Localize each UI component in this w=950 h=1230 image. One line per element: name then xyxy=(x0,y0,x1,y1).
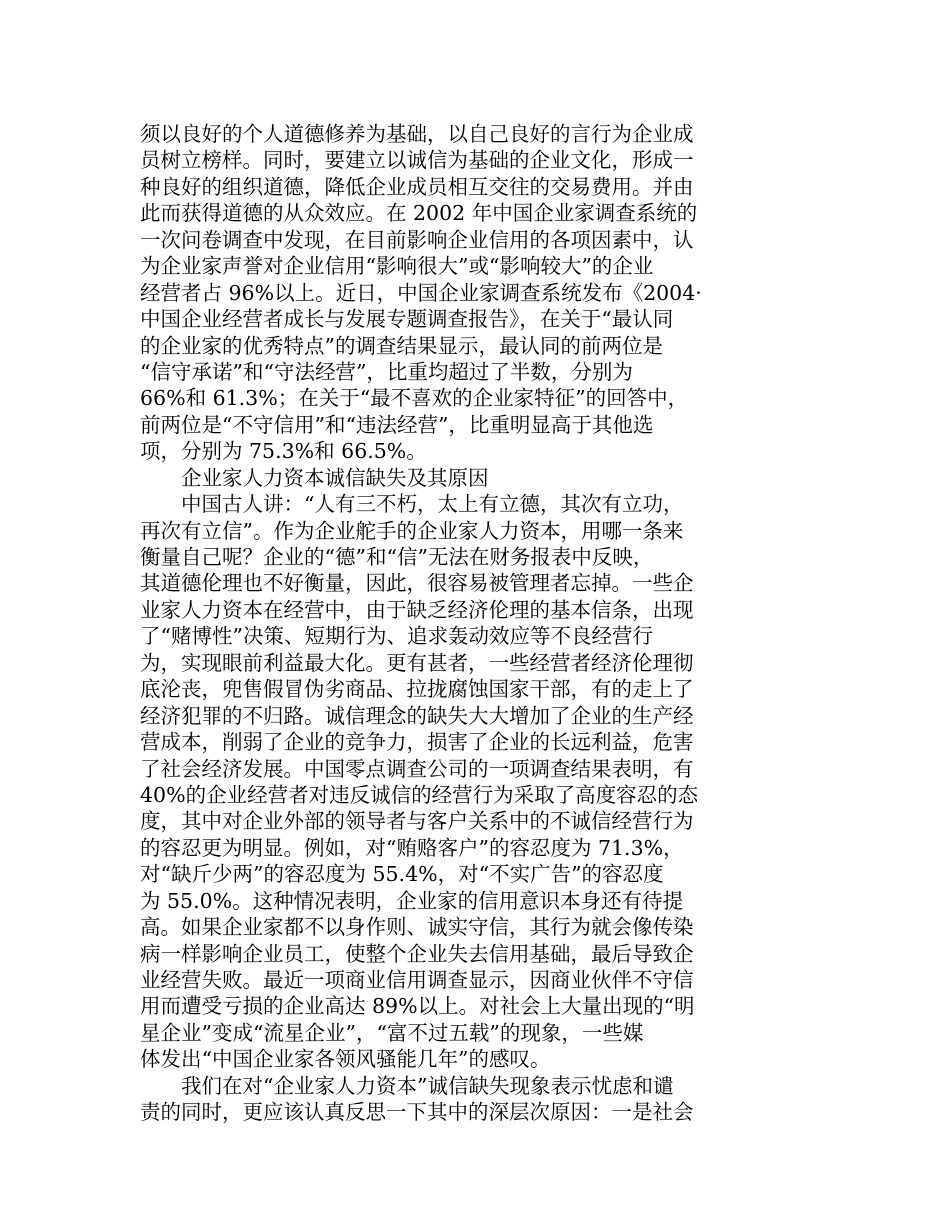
text-line: 营成本，削弱了企业的竞争力，损害了企业的长远利益，危害 xyxy=(140,730,694,755)
text-line: 体发出“中国企业家各领风骚能几年”的感叹。 xyxy=(140,1047,551,1072)
text-line: 高。如果企业家都不以身作则、诚实守信，其行为就会像传染 xyxy=(140,915,694,940)
text-line: 病一样影响企业员工，使整个企业失去信用基础，最后导致企 xyxy=(140,941,694,966)
text-line: 的容忍更为明显。例如，对“贿赂客户”的容忍度为 71.3%， xyxy=(140,835,684,860)
text-line: 员树立榜样。同时，要建立以诚信为基础的企业文化，形成一 xyxy=(140,148,694,173)
text-line: 责的同时，更应该认真反思一下其中的深层次原因：一是社会 xyxy=(140,1100,694,1125)
text-line: 了“赌博性”决策、短期行为、追求轰动效应等不良经营行 xyxy=(140,624,653,649)
text-line: 66%和 61.3%；在关于“最不喜欢的企业家特征”的回答中， xyxy=(140,386,689,411)
text-line: 经营者占 96%以上。近日，中国企业家调查系统发布《2004· xyxy=(140,280,702,305)
text-line: 中国古人讲：“人有三不朽，太上有立德，其次有立功， xyxy=(181,492,684,517)
text-line: “信守承诺”和“守法经营”，比重均超过了半数，分别为 xyxy=(140,359,633,384)
text-line: 种良好的组织道德，降低企业成员相互交往的交易费用。并由 xyxy=(140,174,694,199)
text-line: 40%的企业经营者对违反诚信的经营行为采取了高度容忍的态 xyxy=(140,782,699,807)
text-line: 前两位是“不守信用”和“违法经营”，比重明显高于其他选 xyxy=(140,412,654,437)
text-line: 为，实现眼前利益最大化。更有甚者，一些经营者经济伦理彻 xyxy=(140,650,694,675)
text-line: 其道德伦理也不好衡量，因此，很容易被管理者忘掉。一些企 xyxy=(140,571,694,596)
text-line: 中国企业经营者成长与发展专题调查报告》，在关于“最认同 xyxy=(140,307,674,332)
text-line: 项，分别为 75.3%和 66.5%。 xyxy=(140,439,427,464)
text-line: 须以良好的个人道德修养为基础，以自己良好的言行为企业成 xyxy=(140,122,694,146)
text-line: 业家人力资本在经营中，由于缺乏经济伦理的基本信条，出现 xyxy=(140,597,694,622)
text-line: 对“缺斤少两”的容忍度为 55.4%，对“不实广告”的容忍度 xyxy=(140,862,664,887)
text-line: 再次有立信”。作为企业舵手的企业家人力资本，用哪一条来 xyxy=(140,518,684,543)
text-line: 业经营失败。最近一项商业信用调查显示，因商业伙伴不守信 xyxy=(140,968,694,992)
body-text xyxy=(140,121,740,1126)
text-line: 一次问卷调查中发现，在目前影响企业信用的各项因素中，认 xyxy=(140,227,694,252)
text-line: 衡量自己呢？企业的“德”和“信”无法在财务报表中反映， xyxy=(140,545,654,569)
text-line: 度，其中对企业外部的领导者与客户关系中的不诚信经营行为 xyxy=(140,809,694,834)
section-heading: 企业家人力资本诚信缺失及其原因 xyxy=(181,465,489,490)
text-line: 的企业家的优秀特点”的调查结果显示，最认同的前两位是 xyxy=(140,333,663,358)
text-line: 为 55.0%。这种情况表明，企业家的信用意识本身还有待提 xyxy=(140,888,684,913)
text-line: 经济犯罪的不归路。诚信理念的缺失大大增加了企业的生产经 xyxy=(140,703,694,728)
text-line: 底沦丧，兜售假冒伪劣商品、拉拢腐蚀国家干部，有的走上了 xyxy=(140,677,694,702)
text-line: 星企业”变成“流星企业”，“富不过五载”的现象，一些媒 xyxy=(140,1020,644,1045)
text-line: 此而获得道德的从众效应。在 2002 年中国企业家调查系统的 xyxy=(140,201,698,226)
text-line: 用而遭受亏损的企业高达 89%以上。对社会上大量出现的“明 xyxy=(140,994,695,1019)
text-line: 为企业家声誉对企业信用“影响很大”或“影响较大”的企业 xyxy=(140,254,654,279)
text-line: 了社会经济发展。中国零点调查公司的一项调查结果表明，有 xyxy=(140,756,694,781)
text-line: 我们在对“企业家人力资本”诚信缺失现象表示忧虑和谴 xyxy=(181,1073,674,1098)
